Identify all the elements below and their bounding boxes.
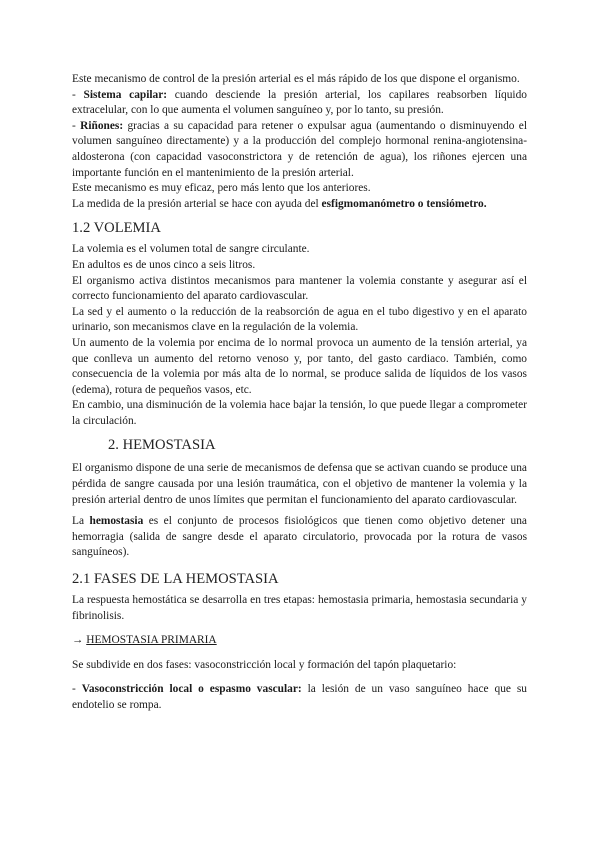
term-sistema-capilar: Sistema capilar: [83, 88, 168, 101]
paragraph-volemia-aumento: Un aumento de la volemia por encima de lo normal provoca un aumento de la tensión arterial, ya que conlleva un aumento del retorno venoso y, por tanto, del gasto cardiaco. También, como consecuencia de la volemia por más alta de lo normal, se produce salida de líquidos de los vasos (edema), rotura de pequeños vasos, etc. [72, 336, 527, 396]
heading-hemostasia-primaria [72, 633, 527, 649]
paragraph-hemostasia-def [72, 514, 527, 561]
sistema-capilar-text: cuando desciende la presión arterial, los capilares reabsorben líquido extracelular, con lo que aumenta el volumen sanguíneo y, por lo tanto, su presión. [72, 88, 527, 117]
paragraph-volemia-disminucion: En cambio, una disminución de la volemia hace bajar la tensión, lo que puede llegar a comprometer la circulación. [72, 399, 527, 427]
paragraph-volemia-sed: La sed y el aumento o la reducción de la reabsorción de agua en el tubo digestivo y en el aparato urinario, son mecanismos clave en la regulación de la volemia. [72, 305, 527, 334]
term-vasoconstriccion: Vasoconstricción local o espasmo vascular: [81, 683, 302, 696]
paragraph-presion-mecanismo: Este mecanismo de control de la presión arterial es el más rápido de los que dispone el organismo. [72, 73, 520, 85]
paragraph-volemia-def: La volemia es el volumen total de sangre circulante. [72, 243, 310, 256]
heading-fases: 2.1 FASES DE LA HEMOSTASIA [72, 571, 279, 588]
arrow-right-icon: → [72, 634, 87, 647]
paragraph-fases-etapas: La respuesta hemostática se desarrolla en tres etapas: hemostasia primaria, hemostasia secundaria y fibrinolisis. [72, 594, 527, 622]
vasoconstriccion-text: la lesión de un vaso sanguíneo hace que su endotelio se rompa. [72, 683, 527, 711]
paragraph-eficaz: Este mecanismo es muy eficaz, pero más lento que los anteriores. [72, 182, 371, 195]
hemostasia-pre: La [72, 515, 90, 528]
heading-hemostasia: 2. HEMOSTASIA [108, 437, 216, 454]
hemostasia-primaria-label: HEMOSTASIA PRIMARIA [86, 634, 217, 647]
paragraph-volemia-mecanismos: El organismo activa distintos mecanismos para mantener la volemia constante y asegurar así el correcto funcionamiento del aparato cardiovascular. [72, 274, 527, 303]
paragraph-vasoconstriccion [72, 682, 527, 713]
term-rinones: Riñones: [80, 119, 124, 132]
list-dash: - [72, 683, 82, 696]
paragraph-volemia-adultos: En adultos es de unos cinco a seis litros. [72, 258, 256, 271]
medida-text: La medida de la presión arterial se hace con ayuda del [72, 197, 322, 210]
list-dash: - [72, 119, 81, 132]
paragraph-medida [72, 197, 527, 213]
term-esfigmomanometro: esfigmomanómetro o tensiómetro. [321, 197, 487, 210]
term-hemostasia: hemostasia [89, 515, 144, 528]
paragraph-sistema-capilar [72, 88, 527, 119]
paragraph-hemostasia-defensa: El organismo dispone de una serie de mecanismos de defensa que se activan cuando se produce una pérdida de sangre causada por una lesión traumática, con el objetivo de mantener la volemia y la presión arterial dentro de unos límites que permitan el funcionamiento del aparato cardiovascular. [72, 462, 527, 506]
paragraph-rinones [72, 119, 527, 181]
heading-volemia: 1.2 VOLEMIA [72, 220, 161, 237]
list-dash: - [72, 88, 84, 101]
hemostasia-text: es el conjunto de procesos fisiológicos que tienen como objetivo detener una hemorragia (salida de sangre desde el aparato circulatorio, provocada por la rotura de vasos sanguíneos). [72, 515, 527, 559]
rinones-text: gracias a su capacidad para retener o expulsar agua (aumentando o disminuyendo el volumen sanguíneo directamente) y a la producción del complejo hormonal renina-angiotensina-aldosterona (con capacidad vasoconstrictora y de retención de agua), los riñones ejercen una importante función en el mantenimiento de la presión arterial. [72, 119, 527, 179]
paragraph-subdivide: Se subdivide en dos fases: vasoconstricción local y formación del tapón plaquetario: [72, 658, 457, 671]
document-page [72, 72, 527, 714]
